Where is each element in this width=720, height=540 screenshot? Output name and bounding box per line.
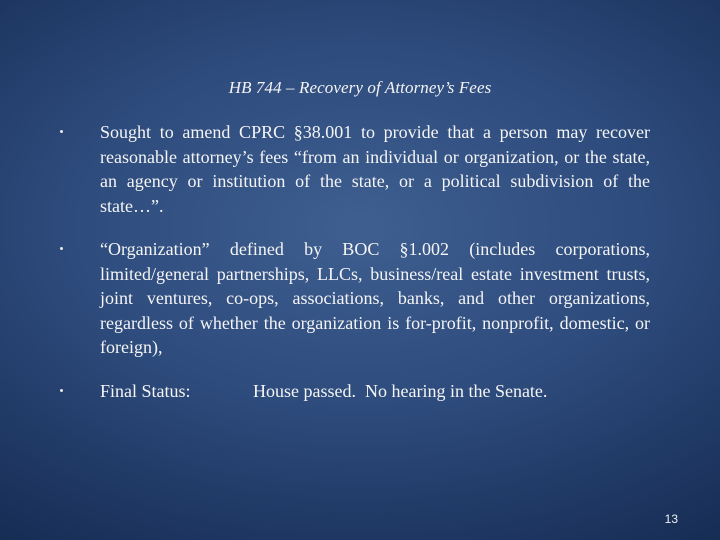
bullet-text: Sought to amend CPRC §38.001 to provide that a person may recover reasonable attorney’s fees “from an individual or organization, or the state, an agency or institution of the state, or a political subdivision of the state…”.: [100, 122, 650, 216]
final-status-row: [100, 379, 650, 404]
bullet-item-organization-definition: [60, 237, 650, 360]
slide-title: HB 744 – Recovery of Attorney’s Fees: [228, 78, 492, 97]
final-status-label: Final Status:: [100, 380, 191, 401]
page-number: 13: [664, 512, 678, 526]
bullet-item-amend-cprc: [60, 120, 650, 218]
bullet-list: [60, 120, 650, 403]
bullet-item-final-status: [60, 379, 650, 404]
bullet-icon: [60, 247, 63, 250]
bullet-text: “Organization” defined by BOC §1.002 (includes corporations, limited/general partnerships, LLCs, business/real estate investment trusts, joint ventures, co-ops, associations, banks, and other organizations, regardless of whether the organization is for-profit, nonprofit, domestic, or foreign),: [100, 239, 650, 357]
final-status-value: House passed. No hearing in the Senate.: [253, 380, 548, 401]
bullet-icon: [60, 130, 63, 133]
bullet-icon: [60, 389, 63, 392]
